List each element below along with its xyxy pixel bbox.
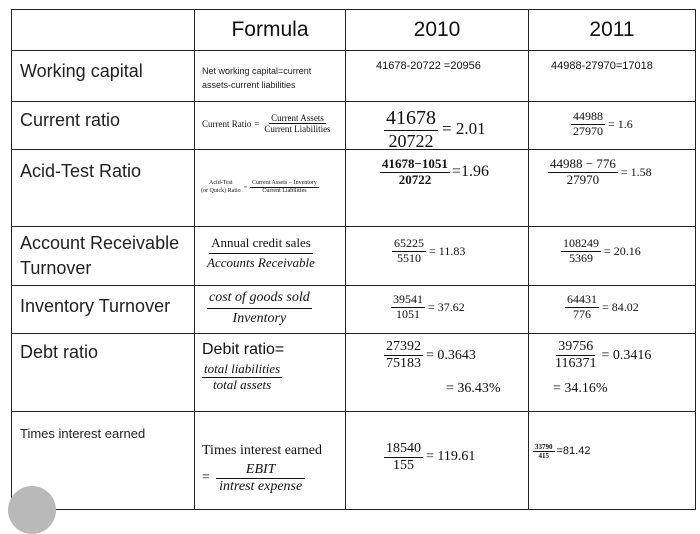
formula-debt-ratio-den: total assets [213,377,272,392]
v2011-debt-ratio-result: = 0.3416 [601,347,652,363]
value-2011-acid-test [529,150,696,227]
label-ar-turnover [12,226,195,285]
v2011-ar-turnover-result: = 20.16 [604,243,641,258]
formula-acid-test [195,150,346,227]
v2011-debt-ratio-num: 39756 [556,339,595,356]
formula-debt-ratio-num: total liabilities [204,361,281,377]
formula-times-interest-name: Times interest earned [202,442,323,458]
header-row [12,10,696,51]
header-2011: 2011 [529,10,696,51]
value-2010-inventory-turnover [346,286,529,334]
formula-current-ratio-eq: = [254,118,260,129]
label-inventory-turnover: Inventory Turnover [12,286,195,334]
formula-debt-ratio [195,334,346,412]
ratio-table [11,9,696,510]
v2011-current-ratio-den: 27970 [573,123,603,138]
v2010-current-ratio-num: 41678 [386,107,436,129]
value-2011-debt-ratio [529,334,696,412]
v2010-times-interest-fraction [384,441,423,474]
formula-working-capital-text: Net working capital=current assets-current liabilities [202,65,312,90]
value-2010-acid-test [346,150,529,227]
formula-times-interest-den: intrest expense [219,478,303,494]
label-current-ratio: Current ratio [12,102,195,150]
v2010-working-capital-text: 41678-20722 =20956 [376,59,481,72]
label-times-interest: Times interest earned [12,411,195,509]
value-2010-current-ratio [346,102,529,150]
formula-times-interest-eq: = [202,470,210,486]
header-empty-cell [12,10,195,51]
v2011-debt-ratio-den: 116371 [555,356,597,372]
v2011-current-ratio-result: = 1.6 [608,116,633,131]
row-current-ratio [12,102,696,150]
v2011-inventory-turnover-result: = 84.02 [602,299,639,314]
v2010-inventory-turnover-num: 39541 [393,292,423,307]
v2011-working-capital-text: 44988-27970=17018 [551,59,653,72]
formula-ar-turnover-den: Accounts Receivable [207,254,315,270]
value-2011-current-ratio [529,102,696,150]
v2010-debt-ratio-fraction [384,339,423,372]
v2011-ar-turnover-fraction [561,237,601,266]
v2011-acid-test-result: = 1.58 [620,164,652,179]
formula-times-interest-fraction [216,462,306,495]
value-2011-inventory-turnover [529,286,696,334]
header-2010: 2010 [346,10,529,51]
v2011-inventory-turnover-fraction [565,293,599,322]
formula-acid-test-eq: = [243,184,248,191]
label-debt-ratio: Debt ratio [12,334,195,412]
v2010-ar-turnover-result: = 11.83 [429,243,466,258]
label-acid-test: Acid-Test Ratio [12,150,195,227]
v2010-ar-turnover-fraction [392,237,426,266]
v2011-times-interest-num: 33790 [535,442,553,451]
v2010-debt-ratio-percent: = 36.43% [446,381,501,397]
formula-ar-turnover-num: Annual credit sales [209,236,313,254]
formula-debt-ratio-name: Debit ratio= [202,341,285,359]
v2011-times-interest-result: =81.42 [556,445,591,458]
formula-working-capital [195,50,346,101]
formula-inventory-turnover-den: Inventory [232,311,287,327]
v2011-acid-test-fraction [548,157,618,188]
formula-current-ratio-fraction [262,113,332,135]
value-2011-ar-turnover [529,226,696,285]
v2011-times-interest-den: 415 [538,451,549,460]
formula-acid-test-name-2: (or Quick) Ratio [201,187,241,194]
formula-current-ratio-name: Current Ratio [202,118,252,129]
v2010-inventory-turnover-fraction [391,293,425,322]
v2010-times-interest-den: 155 [393,457,414,473]
row-working-capital [12,50,696,101]
v2011-inventory-turnover-den: 776 [573,306,591,321]
v2011-current-ratio-num: 44988 [573,109,603,123]
v2011-times-interest-fraction [533,443,555,460]
formula-times-interest-num: EBIT [216,462,306,479]
label-ar-turnover-line2: Turnover [20,257,92,278]
value-2010-working-capital [346,50,529,101]
v2010-ar-turnover-num: 65225 [394,235,424,250]
formula-acid-test-fraction [250,180,319,195]
formula-current-ratio-num: Current Assets [271,113,324,123]
formula-ar-turnover [195,226,346,285]
formula-current-ratio-den: Current Liabilities [264,124,331,135]
v2010-inventory-turnover-result: = 37.62 [428,299,465,314]
value-2011-times-interest [529,411,696,509]
v2011-inventory-turnover-num: 64431 [567,292,597,307]
row-times-interest [12,411,696,509]
formula-debt-ratio-fraction [202,362,282,393]
formula-acid-test-name-1: Acid-Test [209,180,233,187]
v2010-ar-turnover-den: 5510 [397,250,421,265]
header-formula: Formula [195,10,346,51]
v2011-debt-ratio-percent: = 34.16% [553,381,608,397]
formula-inventory-turnover-fraction [207,290,312,327]
formula-acid-test-den: Current Liabilities [262,188,307,195]
formula-times-interest [195,411,346,509]
v2011-ar-turnover-den: 5369 [569,250,593,265]
v2010-times-interest-num: 18540 [384,441,423,458]
row-inventory-turnover [12,286,696,334]
v2010-current-ratio-fraction [384,107,438,150]
row-debt-ratio [12,334,696,412]
v2010-debt-ratio-result: = 0.3643 [426,347,476,363]
label-ar-turnover-line1: Account Receivable [20,232,180,253]
value-2011-working-capital [529,50,696,101]
formula-acid-test-num: Current Assets − Inventory [252,180,317,187]
label-working-capital: Working capital [12,50,195,101]
v2011-ar-turnover-num: 108249 [563,235,599,250]
value-2010-ar-turnover [346,226,529,285]
v2010-acid-test-num: 41678−1051 [382,156,448,172]
v2010-debt-ratio-num: 27392 [384,339,423,356]
v2010-acid-test-fraction [380,157,450,188]
formula-current-ratio [195,102,346,150]
row-acid-test [12,150,696,227]
v2010-times-interest-result: = 119.61 [426,449,476,465]
row-ar-turnover [12,226,696,285]
formula-inventory-turnover-num: cost of goods sold [207,290,312,309]
v2010-debt-ratio-den: 75183 [386,356,421,372]
v2011-debt-ratio-fraction [553,339,598,372]
v2011-acid-test-den: 27970 [566,171,600,187]
v2010-current-ratio-den: 20722 [388,131,434,150]
v2011-current-ratio-fraction [571,110,605,139]
v2010-inventory-turnover-den: 1051 [396,306,420,321]
v2011-acid-test-num: 44988 − 776 [550,156,616,172]
v2010-current-ratio-result: = 2.01 [442,119,486,139]
value-2010-times-interest [346,411,529,509]
formula-inventory-turnover [195,286,346,334]
v2010-acid-test-result: =1.96 [451,163,489,181]
v2010-acid-test-den: 20722 [398,171,432,187]
formula-ar-turnover-fraction [205,236,317,271]
value-2010-debt-ratio [346,334,529,412]
